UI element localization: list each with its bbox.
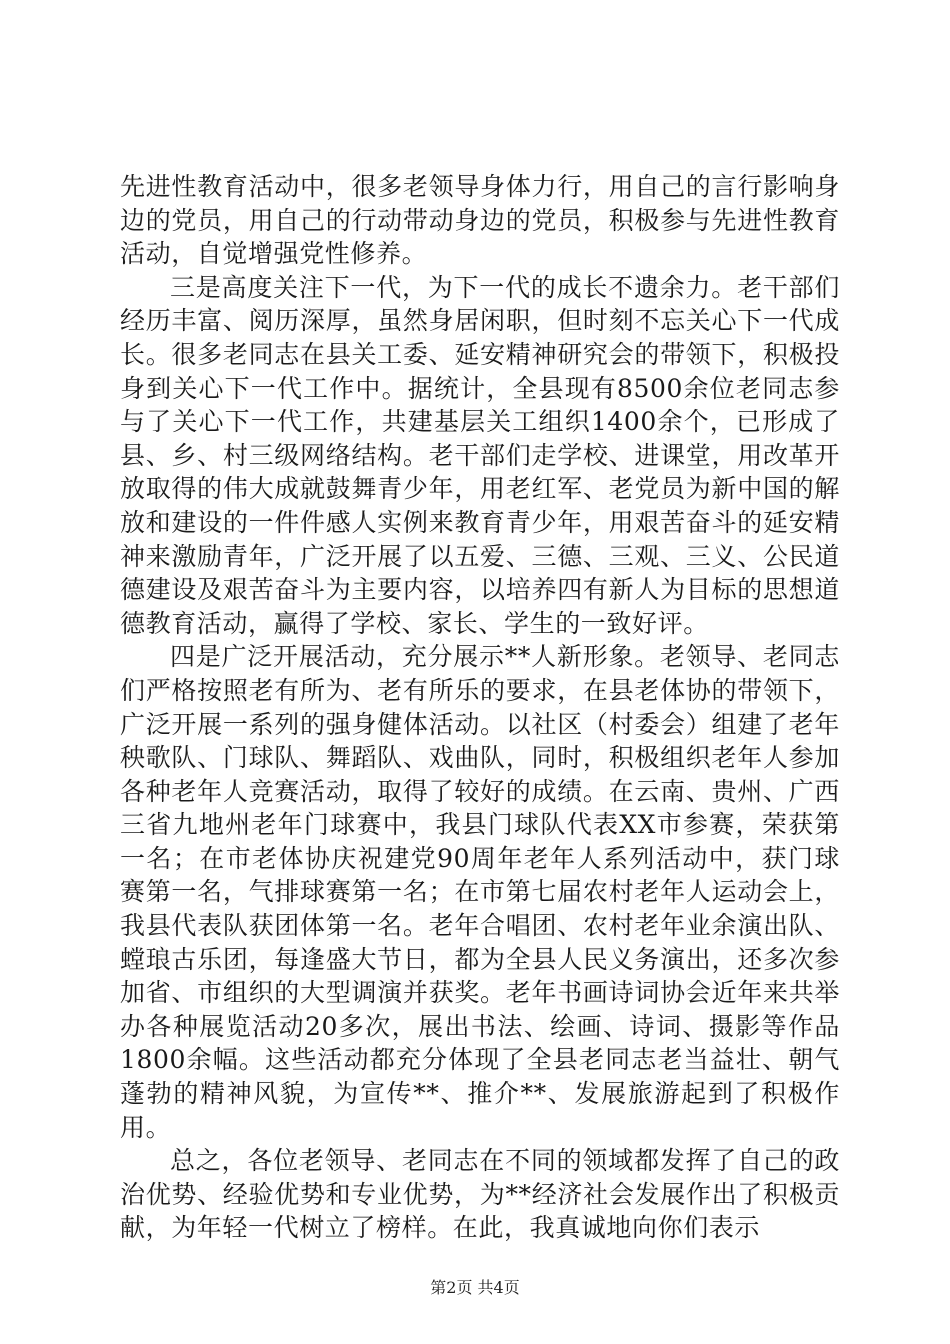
paragraph-continued: 先进性教育活动中，很多老领导身体力行，用自己的言行影响身边的党员，用自己的行动带动身边的党员，积极参与先进性教育活动，自觉增强党性修养。 bbox=[120, 172, 840, 269]
page-footer: 第2页 共4页 bbox=[430, 1278, 520, 1297]
paragraph-next-generation: 三是高度关注下一代，为下一代的成长不遗余力。老干部们经历丰富、阅历深厚，虽然身居闲职，但时刻不忘关心下一代成长。很多老同志在县关工委、延安精神研究会的带领下，积极投身到关心下一代工作中。据统计，全县现有8500余位老同志参与了关心下一代工作，共建基层关工组织1400余个，已形成了县、乡、村三级网络结构。老干部们走学校、进课堂，用改革开放取得的伟大成就鼓舞青少年，用老红军、老党员为新中国的解放和建设的一件件感人实例来教育青少年，用艰苦奋斗的延安精神来激励青年，广泛开展了以五爱、三德、三观、三义、公民道德建设及艰苦奋斗为主要内容，以培养四有新人为目标的思想道德教育活动，赢得了学校、家长、学生的一致好评。 bbox=[120, 272, 840, 638]
paragraph-summary: 总之，各位老领导、老同志在不同的领域都发挥了自己的政治优势、经验优势和专业优势，为**经济社会发展作出了积极贡献，为年轻一代树立了榜样。在此，我真诚地向你们表示 bbox=[120, 1146, 840, 1243]
paragraph-activities: 四是广泛开展活动，充分展示**人新形象。老领导、老同志们严格按照老有所为、老有所乐的要求，在县老体协的带领下，广泛开展一系列的强身健体活动。以社区（村委会）组建了老年秧歌队、门球队、舞蹈队、戏曲队，同时，积极组织老年人参加各种老年人竞赛活动，取得了较好的成绩。在云南、贵州、广西三省九地州老年门球赛中，我县门球队代表XX市参赛，荣获第一名；在市老体协庆祝建党90周年老年人系列活动中，获门球赛第一名，气排球赛第一名；在市第七届农村老年人运动会上，我县代表队获团体第一名。老年合唱团、农村老年业余演出队、螳琅古乐团，每逢盛大节日，都为全县人民义务演出，还多次参加省、市组织的大型调演并获奖。老年书画诗词协会近年来共举办各种展览活动20多次，展出书法、绘画、诗词、摄影等作品1800余幅。这些活动都充分体现了全县老同志老当益壮、朝气蓬勃的精神风貌，为宣传**、推介**、发展旅游起到了积极作用。 bbox=[120, 642, 840, 1142]
document-body bbox=[120, 170, 840, 1245]
